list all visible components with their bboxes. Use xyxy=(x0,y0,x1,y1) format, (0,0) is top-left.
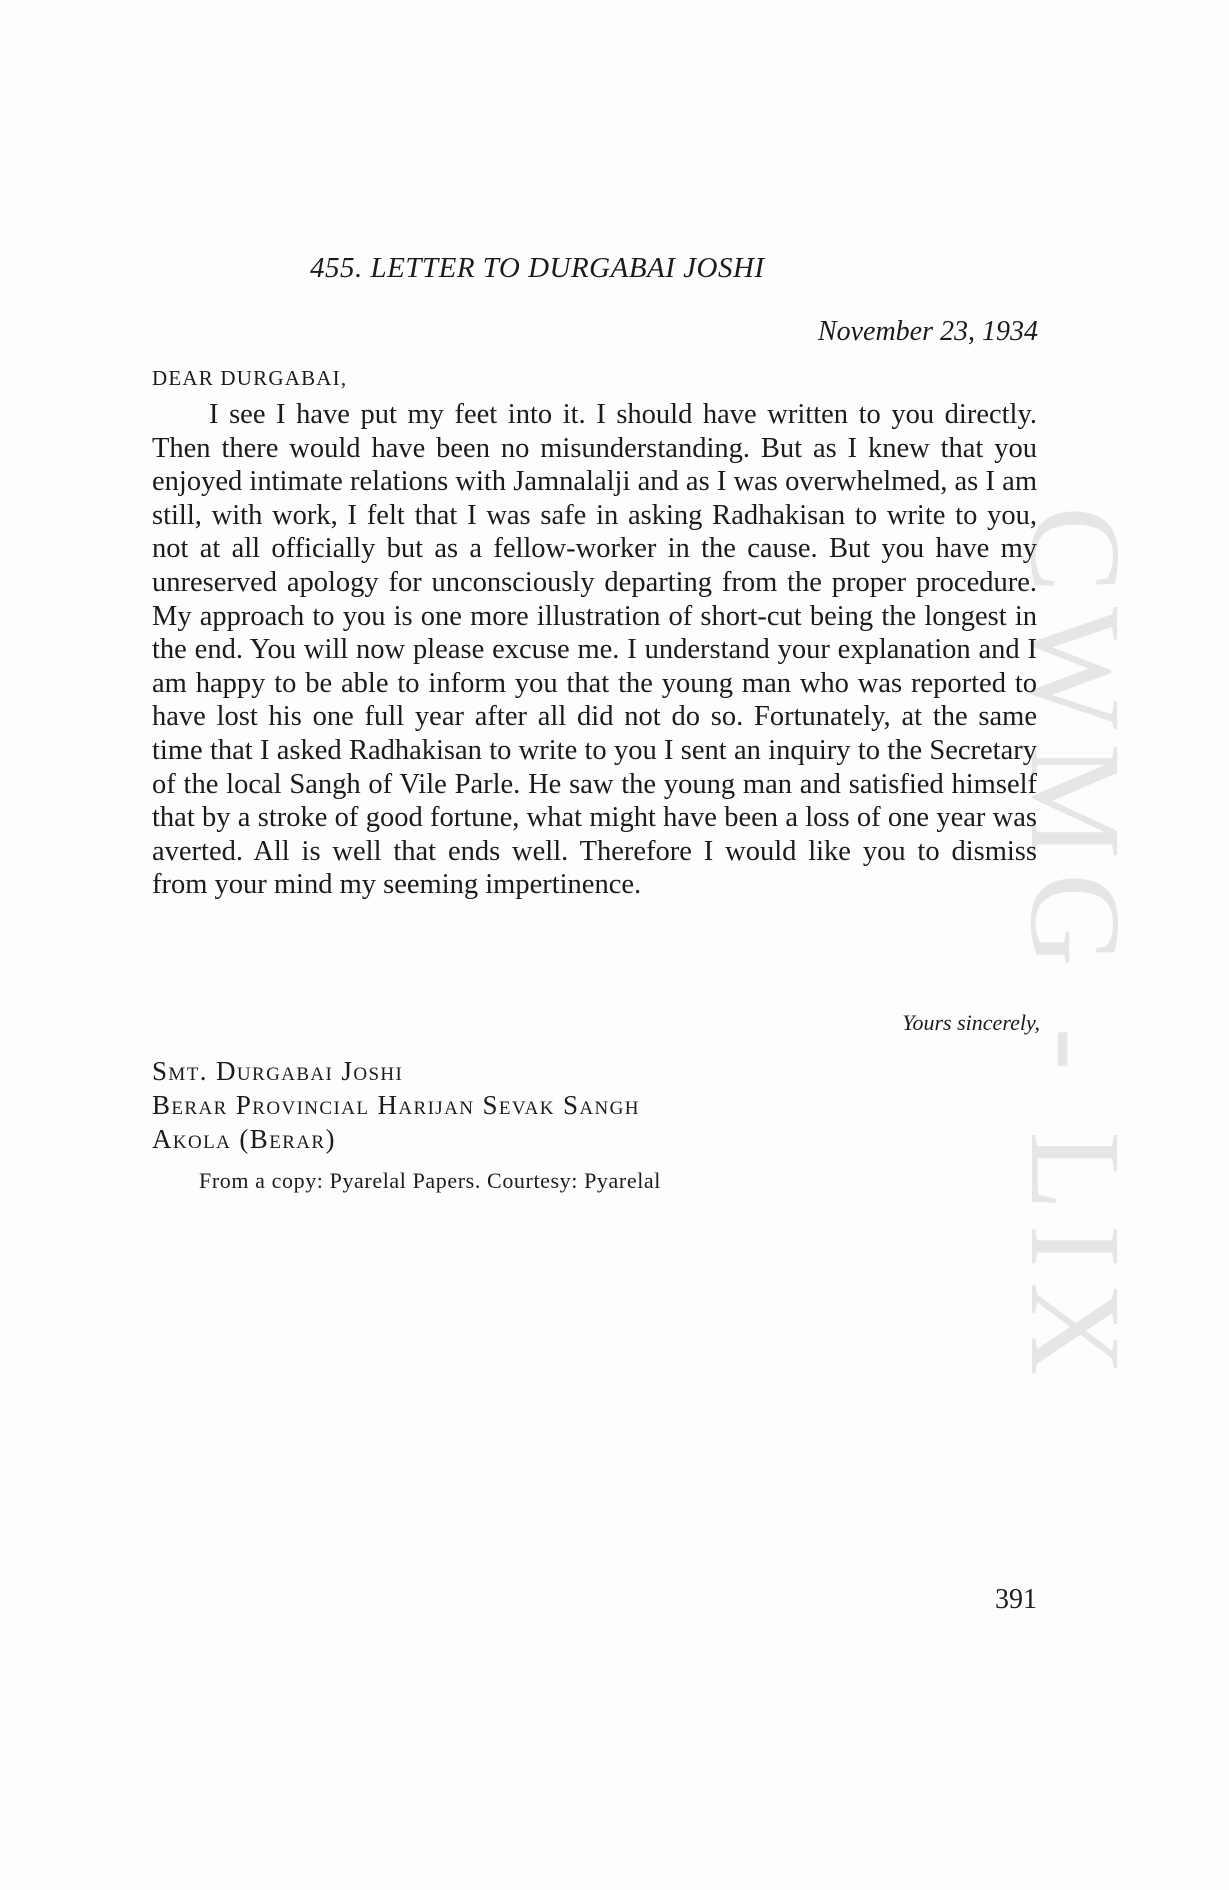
closing: Yours sincerely, xyxy=(902,1010,1040,1035)
recipient-address xyxy=(152,1054,640,1156)
address-line-name: Smt. Durgabai Joshi xyxy=(152,1056,404,1086)
watermark-text: CWMG - LIX xyxy=(1002,505,1147,1390)
salutation: DEAR DURGABAI, xyxy=(152,366,348,390)
source-note: From a copy: Pyarelal Papers. Courtesy: Pyarelal xyxy=(199,1168,661,1193)
letter-date: November 23, 1934 xyxy=(817,316,1038,347)
address-line-location: Akola (Berar) xyxy=(152,1124,336,1154)
page-number: 391 xyxy=(995,1584,1037,1615)
letter-heading: 455. LETTER TO DURGABAI JOSHI xyxy=(310,252,765,284)
address-line-organization: Berar Provincial Harijan Sevak Sangh xyxy=(152,1090,640,1120)
letter-body: I see I have put my feet into it. I should have written to you directly. Then there would have been no misunderstanding. But as I knew that you enjoyed intimate relations with Jamnalalji and as I was overwhelmed, as I am still, with work, I felt that I was safe in asking Radhakisan to write to you, not at all officially but as a fellow-worker in the cause. But you have my unreserved apology for unconsciously departing from the proper procedure. My approach to you is one more illustration of short-cut being the longest in the end. You will now please excuse me. I understand your explanation and I am happy to be able to inform you that the young man who was reported to have lost his one full year after all did not do so. Fortunately, at the same time that I asked Radhakisan to write to you I sent an inquiry to the Secretary of the local Sangh of Vile Parle. He saw the young man and satisfied himself that by a stroke of good fortune, what might have been a loss of one year was averted. All is well that ends well. Therefore I would like you to dismiss from your mind my seeming impertinence. xyxy=(152,399,1037,901)
